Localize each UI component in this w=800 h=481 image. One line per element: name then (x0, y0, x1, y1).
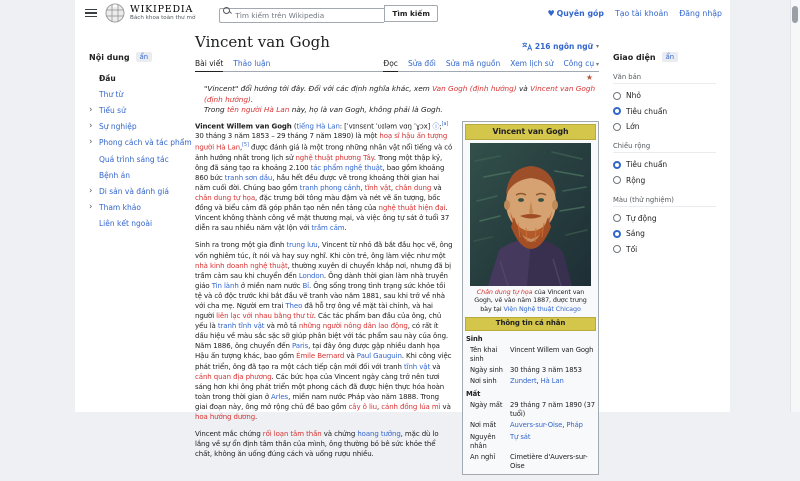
appearance-option[interactable] (613, 176, 730, 185)
wiki-link[interactable]: Hà Lan (540, 377, 564, 386)
infobox-row (465, 420, 596, 431)
infobox-row-value (510, 401, 595, 419)
hamburger-menu-icon[interactable] (85, 9, 97, 18)
toc-item[interactable] (89, 183, 191, 199)
wiki-link[interactable]: Viện Nghệ thuật Chicago (503, 304, 581, 313)
text-segment: . (250, 94, 254, 104)
chevron-expand-icon[interactable]: › (89, 104, 93, 115)
radio-label: Tiêu chuẩn (626, 106, 668, 116)
wiki-link[interactable]: tiếng Hà Lan (296, 122, 340, 131)
toc-item-label: Thư từ (99, 89, 124, 99)
infobox-row (465, 345, 596, 365)
article-main (195, 26, 601, 470)
infobox-caption (465, 288, 596, 317)
radio-button[interactable] (613, 245, 621, 253)
view-tab[interactable]: Công cụ ▾ (563, 59, 599, 69)
text-segment: Cimetière d'Auvers-sur-Oise (510, 452, 588, 470)
text-segment: ở miền nam nước (238, 281, 303, 290)
wiki-link[interactable]: Vincent van Gogh (định hướng) (204, 84, 596, 104)
infobox-row-label: Nguyên nhân (470, 432, 496, 450)
wiki-link[interactable]: hoang tưởng (357, 430, 401, 439)
radio-label: Tối (626, 244, 638, 254)
wiki-link[interactable]: Zundert (510, 377, 537, 386)
toc-item[interactable] (89, 102, 191, 118)
wiki-link[interactable]: Theo (285, 302, 303, 310)
radio-label: Tiêu chuẩn (626, 160, 668, 169)
text-segment: , đặc trưng bởi tông màu đậm và nét vẽ ấn tượng, bốc đồng và biểu cảm đã góp phần tạo nên nền tảng của (195, 194, 441, 213)
wiki-link[interactable]: Émile Bernard (296, 352, 345, 361)
text-segment: này, họ là van Gogh, không phải là Gogh. (289, 105, 443, 115)
text-segment: 30 tháng 3 năm 1853 – 29 tháng 7 năm 1890) là một (195, 132, 380, 141)
wiki-link[interactable]: nhà kinh doanh nghệ thuật (195, 261, 288, 270)
wiki-link[interactable]: hoa hướng dương (195, 413, 256, 422)
text-segment: , Vincent từ nhỏ đã bắt đầu học vẽ, ông vốn nghiêm túc, ít nói và hay suy nghĩ. Khi còn trẻ, ông làm việc như một (195, 241, 453, 260)
text-segment: Vincent Willem van Gogh (510, 345, 594, 354)
radio-button[interactable] (613, 214, 621, 222)
text-segment: , có rất ít dấu hiệu về màu sắc sặc sỡ giúp phân biệt với tác phẩm sau này của ông. Năm 1886, ông chuyển đến (195, 322, 449, 351)
text-segment: . Ông dành thời gian làm nhà truyền giáo (195, 271, 448, 290)
toc-item-label: Đầu (99, 73, 116, 83)
infobox-row-value (510, 421, 595, 430)
radio-button[interactable] (613, 161, 621, 169)
text-segment: . Các bức họa của Vincent ngày càng trở nên tươi sáng hơn khi ông phát triển một phong cách đã được hiện thực hóa hoàn toàn trong thời gian ở (195, 372, 445, 401)
appearance-group-label: Chiều rộng (613, 142, 716, 153)
text-segment: , tại đây ông được gặp nhiều danh họa Hậu ấn tượng khác, bao gồm (195, 342, 440, 361)
toc-item[interactable] (89, 119, 191, 135)
wiki-link[interactable]: tranh sơn dầu (224, 173, 273, 182)
wordmark-text: WIKIPEDIA (130, 3, 194, 15)
toc-item[interactable] (89, 135, 191, 151)
infobox-row-label: Ngày sinh (470, 366, 503, 375)
wiki-link[interactable]: tác phẩm nghệ thuật (310, 163, 383, 172)
toc-item[interactable] (89, 86, 191, 102)
scrollbar-thumb[interactable] (792, 6, 798, 23)
appearance-option[interactable] (613, 214, 730, 223)
text-segment: . Trong một thập kỷ, ông đã sáng tạo ra khoảng 2.100 (195, 153, 443, 172)
radio-label: Nhỏ (626, 91, 641, 100)
wiki-link[interactable]: Tự sát (510, 432, 531, 441)
text-segment: : [ˈvɪnsɛnt ˈʋɪləm vɑŋ ˈɣɔx] (339, 122, 433, 131)
text-segment: Trong (204, 105, 227, 115)
text-segment: "Vincent" đổi hướng tới đây. Đối với các định nghĩa khác, xem (204, 84, 433, 94)
radio-button[interactable] (613, 176, 621, 184)
text-segment: và (516, 84, 531, 94)
text-segment: và mô tả (264, 322, 299, 331)
wiki-link[interactable]: liên lạc với nhau bằng thư từ (216, 312, 314, 321)
infobox (462, 121, 599, 475)
wiki-link[interactable]: tĩnh vật (364, 183, 391, 192)
wiki-link[interactable]: Chân dung tự họa (476, 287, 533, 296)
text-segment: . (255, 413, 258, 422)
text-segment: , thường xuyên di chuyển khắp nơi, nhưng đã bị trầm cảm sau khi chuyển đến (195, 261, 451, 280)
wiki-link[interactable]: tên người Hà Lan (226, 105, 290, 115)
wiki-link[interactable]: nghệ thuật hiện đại (378, 204, 446, 213)
toc-item-label: Liên kết ngoài (99, 219, 153, 229)
search-input[interactable] (219, 8, 384, 23)
language-icon (522, 42, 532, 51)
text-segment: , miền nam nước Pháp vào năm 1888. Trong giai đoạn này, ông mở rộng chủ đề bao gồm (195, 392, 440, 411)
appearance-option[interactable] (613, 245, 730, 254)
radio-label: Tự động (626, 213, 657, 223)
radio-button[interactable] (613, 123, 621, 131)
appearance-option[interactable] (613, 122, 730, 131)
text-segment: Vincent Willem van Gogh (195, 122, 292, 131)
text-segment: của Vincent van Gogh, vẽ vào năm 1887, được trưng bày tại (474, 287, 587, 313)
infobox-group-label: Sinh (466, 334, 483, 343)
text-segment: được đánh giá là một trong những nhân vật nổi tiếng và có ảnh hưởng nhất trong lịch sử (195, 143, 453, 162)
wordmark-tagline: Bách khoa toàn thư mở (130, 14, 196, 21)
top-header (75, 0, 730, 26)
radio-label: Sáng (626, 229, 645, 238)
search-button[interactable]: Tìm kiếm (384, 5, 438, 22)
appearance-group-label: Văn bản (613, 73, 716, 84)
infobox-title: Vincent van Gogh (465, 124, 596, 140)
toc-item-label: Di sản và đánh giá (99, 186, 169, 196)
infobox-row (465, 365, 596, 376)
infobox-row-value (510, 346, 595, 364)
infobox-row-label: An nghỉ (470, 452, 496, 461)
infobox-row-value (510, 366, 595, 375)
chevron-expand-icon[interactable]: › (89, 185, 93, 196)
infobox-row-value (510, 377, 595, 386)
appearance-option[interactable] (613, 229, 730, 238)
wiki-link[interactable]: Arles (271, 392, 289, 401)
text-segment: 29 tháng 7 năm 1890 (37 tuổi) (510, 400, 595, 418)
infobox-row-value (510, 453, 595, 471)
text-segment: ( (291, 122, 297, 131)
toc-item-label: Tiểu sử (99, 105, 126, 115)
text-segment: , bao gồm khoảng 860 bức (195, 163, 445, 182)
infobox-row (465, 400, 596, 420)
wikipedia-globe-logo[interactable] (105, 3, 125, 23)
toc-item[interactable] (89, 200, 191, 216)
appearance-option[interactable] (613, 107, 730, 116)
toc-item[interactable] (89, 216, 191, 232)
wiki-link[interactable]: Tin lành (211, 281, 239, 290)
wiki-link[interactable]: Bỉ (302, 281, 309, 290)
text-segment: Sinh ra trong một gia đình (195, 241, 287, 250)
wiki-link[interactable]: tranh phong cảnh (299, 183, 361, 192)
chevron-expand-icon[interactable]: › (89, 201, 93, 212)
chevron-down-icon: ▾ (594, 61, 599, 69)
page-tab[interactable]: Thảo luận (233, 59, 271, 69)
page-title: Vincent van Gogh (195, 33, 330, 51)
text-segment: , (536, 377, 541, 386)
toc-item[interactable] (89, 70, 191, 86)
wiki-link[interactable]: cây ô liu (348, 402, 378, 411)
toc-title: Nội dung (89, 52, 130, 62)
article-tabs-bar (195, 57, 599, 72)
language-count: 216 ngôn ngữ (534, 42, 593, 52)
wiki-link[interactable]: Paul Gauguin (356, 352, 402, 361)
wiki-link[interactable]: London (298, 271, 324, 280)
text-segment: , (562, 421, 567, 430)
toc-item[interactable] (89, 151, 191, 167)
chevron-down-icon: ▾ (595, 43, 599, 51)
wiki-link[interactable]: Auvers-sur-Oise (510, 421, 563, 430)
appearance-option[interactable] (613, 160, 730, 169)
text-segment: [a] (441, 121, 449, 127)
appearance-group-label: Màu (thử nghiệm) (613, 196, 716, 207)
toc-item[interactable] (89, 167, 191, 183)
radio-button[interactable] (613, 92, 621, 100)
text-segment: , (239, 143, 243, 152)
infobox-group-label: Mất (466, 389, 481, 398)
toc-item-label: Quá trình sáng tác (99, 154, 169, 164)
infobox-row-label: Tên khai sinh (470, 345, 498, 363)
radio-label: Lớn (626, 122, 640, 131)
hatnote-line (204, 105, 599, 116)
toc-item-label: Sự nghiệp (99, 122, 137, 132)
infobox-row (465, 431, 596, 451)
language-selector-button[interactable] (522, 42, 599, 51)
appearance-option[interactable] (613, 91, 730, 100)
toc-item-label: Tham khảo (99, 203, 141, 213)
toc-item-label: Phong cách và tác phẩm (99, 138, 192, 148)
wikipedia-wordmark[interactable] (130, 5, 195, 22)
wiki-link[interactable]: những người nông dân lao động (298, 322, 408, 331)
wiki-link[interactable]: trầm cảm (311, 224, 345, 233)
infobox-row (465, 452, 596, 472)
radio-label: Rộng (626, 175, 646, 185)
text-segment: và chứng (321, 430, 358, 439)
text-segment: và (431, 183, 442, 192)
hatnote-line (204, 84, 599, 105)
infobox-row-label: Nơi sinh (470, 377, 497, 386)
create-account-link[interactable]: Tạo tài khoản (614, 8, 669, 18)
radio-button[interactable] (613, 107, 621, 115)
infobox-section-title: Thông tin cá nhân (465, 317, 596, 331)
text-segment: , (360, 183, 365, 192)
chevron-expand-icon[interactable]: › (89, 136, 93, 147)
text-segment: , (390, 183, 396, 192)
text-segment: , hầu hết đều được vẽ trong khoảng thời gian hai năm cuối đời. Chúng bao gồm (195, 173, 439, 192)
appearance-panel (601, 26, 730, 412)
wiki-link[interactable]: cảnh quan địa phương (195, 372, 272, 381)
wiki-link[interactable]: tranh tĩnh vật (217, 322, 265, 331)
infobox-row-value (510, 433, 595, 451)
wiki-link[interactable]: ⓘ (432, 122, 440, 131)
infobox-row-label: Ngày mất (470, 400, 503, 409)
featured-article-icon[interactable]: ★ (585, 73, 593, 83)
text-segment: . Vincent không thành công về mặt thương mại, và việc ông tự sát ở tuổi 37 diễn ra sau nhiều năm vật lộn với (195, 204, 450, 233)
wiki-link[interactable]: chân dung tự họa (195, 194, 256, 203)
page-container (75, 0, 730, 470)
text-segment: và (430, 362, 441, 371)
view-tab[interactable]: Xem lịch sử (510, 59, 554, 69)
toc-item-label: Bệnh án (99, 170, 130, 180)
wiki-link[interactable]: rối loạn tâm thần (262, 430, 322, 439)
text-segment: [5] (242, 143, 249, 149)
page-tab[interactable]: Bài viết (195, 57, 223, 72)
wiki-link[interactable]: trung lưu (286, 241, 318, 250)
text-segment: . Khi công việc phát triển, ông đã tạo ra một cách tiếp cận mới đối với tranh (195, 352, 452, 371)
text-segment: và (440, 402, 451, 411)
hatnote (195, 83, 599, 116)
infobox-row (465, 376, 596, 387)
page-scrollbar[interactable] (790, 0, 800, 412)
donate-link[interactable]: ♥ Quyên góp (547, 8, 604, 18)
text-segment: , (377, 402, 382, 411)
chevron-expand-icon[interactable]: › (89, 120, 93, 131)
toc-hide-button[interactable]: ẩn (136, 52, 152, 62)
text-segment: 30 tháng 3 năm 1853 (510, 366, 582, 375)
text-segment: . (344, 224, 347, 233)
text-segment: ; (439, 122, 442, 131)
view-tab[interactable]: Sửa mã nguồn (445, 59, 501, 69)
self-portrait-image[interactable] (470, 143, 591, 286)
wiki-link[interactable]: Paris (291, 342, 309, 351)
heart-icon: ♥ (547, 8, 555, 18)
text-segment: . Các tác phẩm ban đầu của ông, chủ yếu là (195, 312, 442, 331)
text-segment: . Ông sống trong tình trạng sức khỏe tồi tệ và cô độc trước khi bắt đầu vẽ tranh vào năm 1881, sau khi trở về nhà với cha mẹ. Người em trai (195, 281, 446, 310)
appearance-title: Giao diện (613, 52, 656, 62)
text-segment: và (344, 352, 357, 361)
wiki-link[interactable]: cánh đồng lúa mì (381, 402, 441, 411)
view-tab[interactable]: Sửa đổi (407, 59, 436, 69)
table-of-contents (75, 26, 195, 412)
radio-button[interactable] (613, 230, 621, 238)
wiki-link[interactable]: tĩnh vật (403, 362, 431, 371)
wiki-link[interactable]: hoạ sĩ hậu ấn tượng người Hà Lan (195, 132, 448, 152)
wiki-link[interactable]: nghệ thuật phương Tây (295, 153, 374, 162)
appearance-hide-button[interactable]: ẩn (662, 52, 678, 62)
article-body (195, 120, 599, 481)
view-tab[interactable]: Đọc (383, 57, 398, 72)
wiki-link[interactable]: chân dung (395, 183, 432, 192)
text-segment: đã hỗ trợ ông về mặt tài chính, và hai người (195, 302, 433, 321)
text-segment: Vincent mắc chứng (195, 430, 263, 439)
wiki-link[interactable]: Pháp (566, 421, 583, 430)
wiki-link[interactable]: Van Gogh (định hướng) (432, 84, 517, 94)
search-icon (223, 7, 230, 14)
text-segment: , mặc dù lo lắng về sự ổn định tâm thần của mình, ông thường bỏ bê sức khỏe thể chất, không ăn uống đúng cách và uống rượu nhiều. (195, 430, 439, 459)
infobox-row-label: Nơi mất (470, 421, 497, 430)
login-link[interactable]: Đăng nhập (679, 8, 722, 18)
